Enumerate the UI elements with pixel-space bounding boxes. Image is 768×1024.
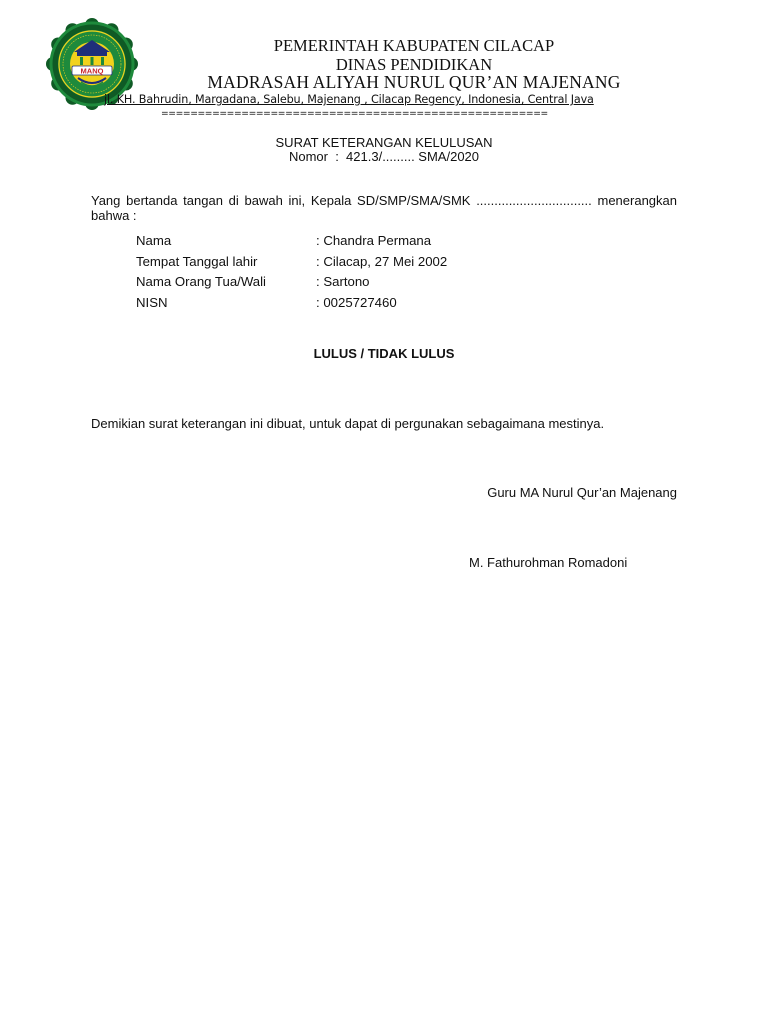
detail-row-guardian: [136, 274, 636, 295]
closing-paragraph: Demikian surat keterangan ini dibuat, untuk dapat di pergunakan sebagaimana mestinya.: [91, 416, 605, 431]
header-divider: =====================================================: [161, 108, 548, 119]
detail-label: NISN: [136, 295, 168, 311]
signer-role: Guru MA Nurul Qur’an Majenang: [487, 485, 677, 500]
signer-name: M. Fathurohman Romadoni: [469, 555, 628, 570]
document-number: Nomor : 421.3/......... SMA/2020: [288, 149, 480, 164]
detail-value: : Chandra Permana: [316, 233, 432, 248]
header-address: jl. KH. Bahrudin, Margadana, Salebu, Majenang , Cilacap Regency, Indonesia, Central Java: [104, 93, 594, 106]
header-department: DINAS PENDIDIKAN: [335, 55, 493, 74]
student-details: [136, 233, 636, 316]
detail-label: Nama: [136, 233, 172, 248]
detail-row-nisn: [136, 295, 636, 316]
detail-value: : Cilacap, 27 Mei 2002: [316, 253, 448, 269]
header-government: PEMERINTAH KABUPATEN CILACAP: [273, 36, 555, 55]
graduation-status: LULUS / TIDAK LULUS: [313, 346, 455, 361]
logo-text: MANQ: [80, 66, 104, 76]
header-school-name: MADRASAH ALIYAH NURUL QUR’AN MAJENANG: [207, 72, 621, 92]
detail-value: : 0025727460: [316, 295, 397, 311]
detail-label: Tempat Tanggal lahir: [136, 253, 258, 269]
document-title: SURAT KETERANGAN KELULUSAN: [275, 135, 493, 150]
intro-paragraph: Yang bertanda tangan di bawah ini, Kepala SD/SMP/SMA/SMK ................................ menerangkan bahwa :: [91, 193, 677, 223]
detail-row-birth: [136, 254, 636, 275]
detail-value: : Sartono: [316, 274, 370, 290]
detail-row-name: [136, 233, 636, 254]
detail-label: Nama Orang Tua/Wali: [136, 274, 266, 290]
